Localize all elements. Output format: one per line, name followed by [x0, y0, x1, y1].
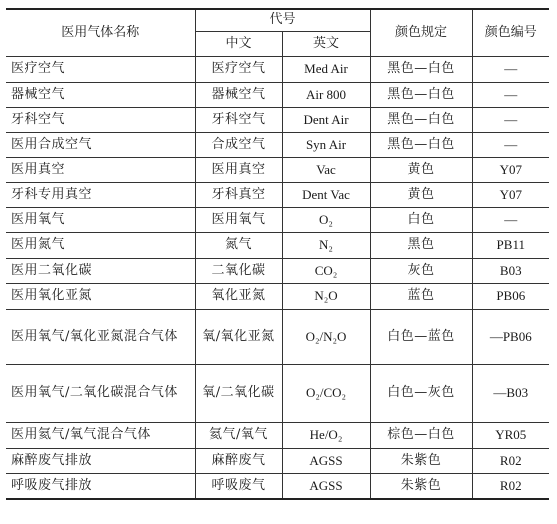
header-code-english: 英文: [282, 31, 370, 56]
gas-name-cell: 器械空气: [6, 82, 195, 107]
gas-name-cell: 医疗空气: [6, 56, 195, 82]
code-chinese-cell: 医用真空: [195, 157, 282, 182]
code-english-cell: Syn Air: [282, 132, 370, 157]
code-english-cell: Air 800: [282, 82, 370, 107]
code-chinese-cell: 氮气: [195, 232, 282, 258]
color-code-cell: Y07: [472, 157, 549, 182]
header-code: 代号: [195, 9, 370, 31]
color-cell: 黄色: [370, 157, 472, 182]
color-code-cell: —: [472, 107, 549, 132]
color-code-cell: —: [472, 82, 549, 107]
table-row: [6, 283, 549, 309]
color-code-cell: —: [472, 56, 549, 82]
table-row: [6, 422, 549, 448]
code-english-cell: O₂/N₂O: [282, 309, 370, 364]
color-code-cell: PB06: [472, 283, 549, 309]
table-row: [6, 448, 549, 473]
gas-name-cell: 医用氦气/氧气混合气体: [6, 422, 195, 448]
gas-name-cell: 医用真空: [6, 157, 195, 182]
color-cell: 朱紫色: [370, 473, 472, 499]
color-code-cell: R02: [472, 473, 549, 499]
gas-name-cell: 医用二氧化碳: [6, 258, 195, 283]
gas-name-cell: 医用氧气/二氧化碳混合气体: [6, 364, 195, 422]
gas-name-cell: 医用氧气: [6, 207, 195, 232]
table-row: [6, 182, 549, 207]
color-cell: 黑色—白色: [370, 107, 472, 132]
table-row: [6, 132, 549, 157]
color-code-cell: Y07: [472, 182, 549, 207]
code-english-cell: Med Air: [282, 56, 370, 82]
color-code-cell: —PB06: [472, 309, 549, 364]
code-chinese-cell: 氧/氧化亚氮: [195, 309, 282, 364]
header-gas-name: 医用气体名称: [6, 9, 195, 56]
table-row: [6, 56, 549, 82]
table-row: [6, 232, 549, 258]
code-english-cell: N₂: [282, 232, 370, 258]
color-code-cell: —B03: [472, 364, 549, 422]
code-chinese-cell: 医疗空气: [195, 56, 282, 82]
medical-gas-table: [6, 8, 549, 500]
code-chinese-cell: 呼吸废气: [195, 473, 282, 499]
header-color-code: 颜色编号: [472, 9, 549, 56]
table-row: [6, 82, 549, 107]
code-english-cell: Dent Vac: [282, 182, 370, 207]
color-cell: 黑色—白色: [370, 56, 472, 82]
code-english-cell: CO₂: [282, 258, 370, 283]
color-cell: 黑色—白色: [370, 82, 472, 107]
color-code-cell: R02: [472, 448, 549, 473]
table-row: [6, 207, 549, 232]
code-english-cell: AGSS: [282, 473, 370, 499]
code-chinese-cell: 二氧化碳: [195, 258, 282, 283]
gas-name-cell: 医用氮气: [6, 232, 195, 258]
color-code-cell: PB11: [472, 232, 549, 258]
code-english-cell: He/O₂: [282, 422, 370, 448]
gas-name-cell: 麻醉废气排放: [6, 448, 195, 473]
code-chinese-cell: 氧化亚氮: [195, 283, 282, 309]
color-cell: 蓝色: [370, 283, 472, 309]
color-cell: 黑色: [370, 232, 472, 258]
table-row: [6, 309, 549, 364]
color-cell: 棕色—白色: [370, 422, 472, 448]
gas-name-cell: 牙科专用真空: [6, 182, 195, 207]
code-chinese-cell: 医用氧气: [195, 207, 282, 232]
color-code-cell: YR05: [472, 422, 549, 448]
color-cell: 白色—蓝色: [370, 309, 472, 364]
code-english-cell: Vac: [282, 157, 370, 182]
table-row: [6, 473, 549, 499]
color-cell: 黑色—白色: [370, 132, 472, 157]
gas-name-cell: 医用氧气/氧化亚氮混合气体: [6, 309, 195, 364]
code-chinese-cell: 牙科空气: [195, 107, 282, 132]
gas-name-cell: 呼吸废气排放: [6, 473, 195, 499]
code-english-cell: Dent Air: [282, 107, 370, 132]
color-code-cell: —: [472, 207, 549, 232]
code-english-cell: N₂O: [282, 283, 370, 309]
color-code-cell: B03: [472, 258, 549, 283]
header-code-chinese: 中文: [195, 31, 282, 56]
table-row: [6, 364, 549, 422]
table-body: [6, 56, 549, 499]
gas-name-cell: 医用合成空气: [6, 132, 195, 157]
color-code-cell: —: [472, 132, 549, 157]
table-row: [6, 157, 549, 182]
table-row: [6, 107, 549, 132]
code-chinese-cell: 器械空气: [195, 82, 282, 107]
code-chinese-cell: 牙科真空: [195, 182, 282, 207]
code-chinese-cell: 麻醉废气: [195, 448, 282, 473]
color-cell: 灰色: [370, 258, 472, 283]
code-english-cell: O₂: [282, 207, 370, 232]
color-cell: 白色—灰色: [370, 364, 472, 422]
color-cell: 白色: [370, 207, 472, 232]
color-cell: 黄色: [370, 182, 472, 207]
code-chinese-cell: 合成空气: [195, 132, 282, 157]
header-color: 颜色规定: [370, 9, 472, 56]
color-cell: 朱紫色: [370, 448, 472, 473]
gas-name-cell: 医用氧化亚氮: [6, 283, 195, 309]
code-english-cell: AGSS: [282, 448, 370, 473]
code-chinese-cell: 氧/二氧化碳: [195, 364, 282, 422]
table-row: [6, 258, 549, 283]
code-english-cell: O₂/CO₂: [282, 364, 370, 422]
gas-name-cell: 牙科空气: [6, 107, 195, 132]
code-chinese-cell: 氦气/氧气: [195, 422, 282, 448]
